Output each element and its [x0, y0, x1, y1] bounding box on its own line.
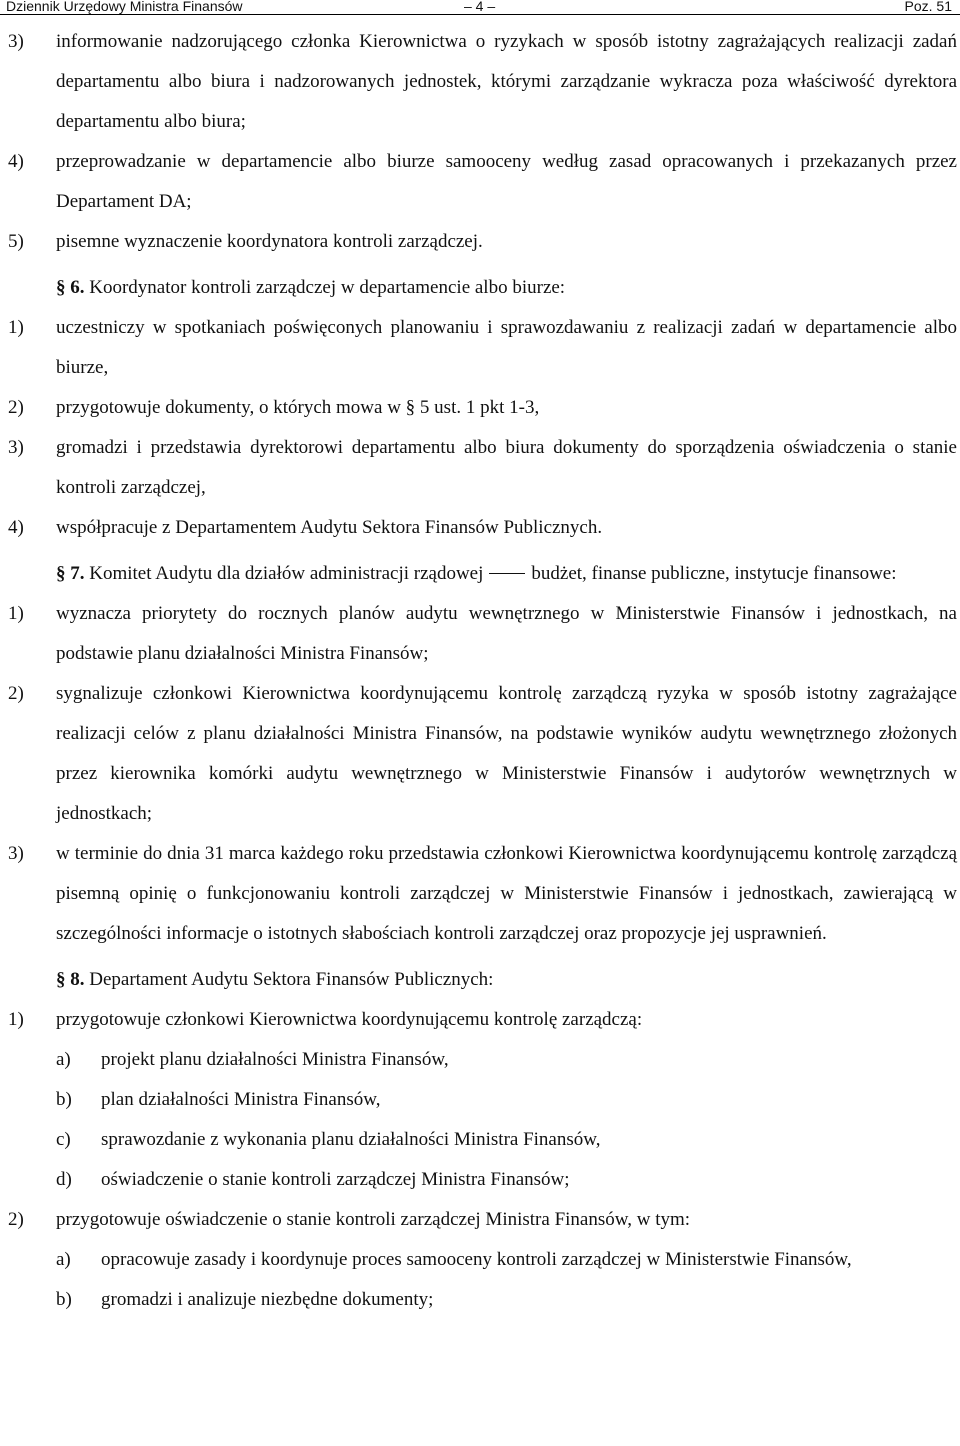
list-item — [0, 142, 960, 222]
sub-item-text: plan działalności Ministra Finansów, — [101, 1089, 381, 1110]
list-item — [0, 674, 960, 834]
item-text: wyznacza priorytety do rocznych planów audytu wewnętrznego w Ministerstwie Finansów i jednostkach, na podstawie planu działalności Ministra Finansów; — [56, 603, 957, 664]
sub-item-text: sprawozdanie z wykonania planu działalności Ministra Finansów, — [101, 1129, 601, 1150]
sub-item-letter: c) — [56, 1129, 71, 1150]
section-label: § 7. — [56, 563, 85, 584]
document-body — [0, 22, 960, 1320]
sub-item-text: oświadczenie o stanie kontroli zarządczej Ministra Finansów; — [101, 1169, 570, 1190]
sub-item-text: opracowuje zasady i koordynuje proces samooceny kontroli zarządczej w Ministerstwie Finansów, — [101, 1249, 852, 1270]
item-number: 2) — [8, 1209, 24, 1230]
list-item — [0, 388, 960, 428]
list-item — [0, 308, 960, 388]
item-text: przygotowuje oświadczenie o stanie kontroli zarządczej Ministra Finansów, w tym: — [56, 1209, 691, 1230]
item-number: 2) — [8, 397, 24, 418]
sub-item-letter: b) — [56, 1289, 72, 1310]
list-item — [0, 1200, 960, 1240]
section-label: § 6. — [56, 277, 85, 298]
sub-item-letter: d) — [56, 1169, 72, 1190]
section-label: § 8. — [56, 969, 85, 990]
section-intro: Koordynator kontroli zarządczej w departamencie albo biurze: — [89, 277, 566, 298]
section-6-intro — [0, 268, 960, 308]
item-number: 4) — [8, 517, 24, 538]
item-text: informowanie nadzorującego członka Kierownictwa o ryzykach w sposób istotny zagrażających realizacji zadań departamentu albo biura i nadzorowanych jednostek, którymi zarządzanie wykracza poza właściwość dyrektora departamentu albo biura; — [56, 31, 957, 132]
list-item — [0, 508, 960, 548]
position-number: Poz. 51 — [904, 0, 952, 14]
item-text: przeprowadzanie w departamencie albo biurze samooceny według zasad opracowanych i przekazanych przez Departament DA; — [56, 151, 957, 212]
sub-item — [0, 1240, 960, 1280]
item-text: przygotowuje członkowi Kierownictwa koordynującemu kontrolę zarządczą: — [56, 1009, 643, 1030]
sub-item — [0, 1040, 960, 1080]
item-number: 4) — [8, 151, 24, 172]
list-item — [0, 22, 960, 142]
list-item — [0, 594, 960, 674]
item-number: 3) — [8, 437, 24, 458]
item-number: 1) — [8, 317, 24, 338]
list-item — [0, 428, 960, 508]
journal-title: Dziennik Urzędowy Ministra Finansów — [6, 0, 243, 14]
list-item — [0, 222, 960, 262]
item-number: 1) — [8, 1009, 24, 1030]
list-item — [0, 1000, 960, 1040]
section-8-intro — [0, 960, 960, 1000]
sub-item — [0, 1120, 960, 1160]
page-header — [0, 0, 960, 15]
item-text: przygotowuje dokumenty, o których mowa w § 5 ust. 1 pkt 1-3, — [56, 397, 540, 418]
em-dash — [489, 573, 525, 574]
item-number: 2) — [8, 683, 24, 704]
item-text: uczestniczy w spotkaniach poświęconych planowaniu i sprawozdawaniu z realizacji zadań w departamencie albo biurze, — [56, 317, 957, 378]
item-text: w terminie do dnia 31 marca każdego roku przedstawia członkowi Kierownictwa koordynującemu kontrolę zarządczą pisemną opinię o funkcjonowaniu kontroli zarządczej w Ministerstwie Finansów i jednostkach, zawierającą w szczególności informacje o istotnych słabościach kontroli zarządczej oraz propozycje jej usprawnień. — [56, 843, 957, 944]
item-text: pisemne wyznaczenie koordynatora kontroli zarządczej. — [56, 231, 483, 252]
section-intro-part1: Komitet Audytu dla działów administracji rządowej — [89, 563, 484, 584]
section-intro: Departament Audytu Sektora Finansów Publicznych: — [89, 969, 494, 990]
item-number: 1) — [8, 603, 24, 624]
item-text: gromadzi i przedstawia dyrektorowi departamentu albo biura dokumenty do sporządzenia oświadczenia o stanie kontroli zarządczej, — [56, 437, 957, 498]
sub-item-letter: a) — [56, 1249, 71, 1270]
section-7-intro — [0, 554, 960, 594]
sub-item-letter: b) — [56, 1089, 72, 1110]
item-number: 5) — [8, 231, 24, 252]
item-text: współpracuje z Departamentem Audytu Sektora Finansów Publicznych. — [56, 517, 603, 538]
item-number: 3) — [8, 31, 24, 52]
sub-item — [0, 1080, 960, 1120]
sub-item-text: gromadzi i analizuje niezbędne dokumenty; — [101, 1289, 434, 1310]
list-item — [0, 834, 960, 954]
section-intro-part2: budżet, finanse publiczne, instytucje finansowe: — [531, 563, 897, 584]
sub-item — [0, 1160, 960, 1200]
item-number: 3) — [8, 843, 24, 864]
sub-item-text: projekt planu działalności Ministra Finansów, — [101, 1049, 449, 1070]
sub-item-letter: a) — [56, 1049, 71, 1070]
sub-item — [0, 1280, 960, 1320]
page-number: – 4 – — [464, 0, 496, 14]
item-text: sygnalizuje członkowi Kierownictwa koordynującemu kontrolę zarządczą ryzyka w sposób istotny zagrażające realizacji celów z planu działalności Ministra Finansów, na podstawie wyników audytu wewnętrznego złożonych przez kierownika komórki audytu wewnętrznego w Ministerstwie Finansów i audytorów wewnętrznych w jednostkach; — [56, 683, 957, 824]
